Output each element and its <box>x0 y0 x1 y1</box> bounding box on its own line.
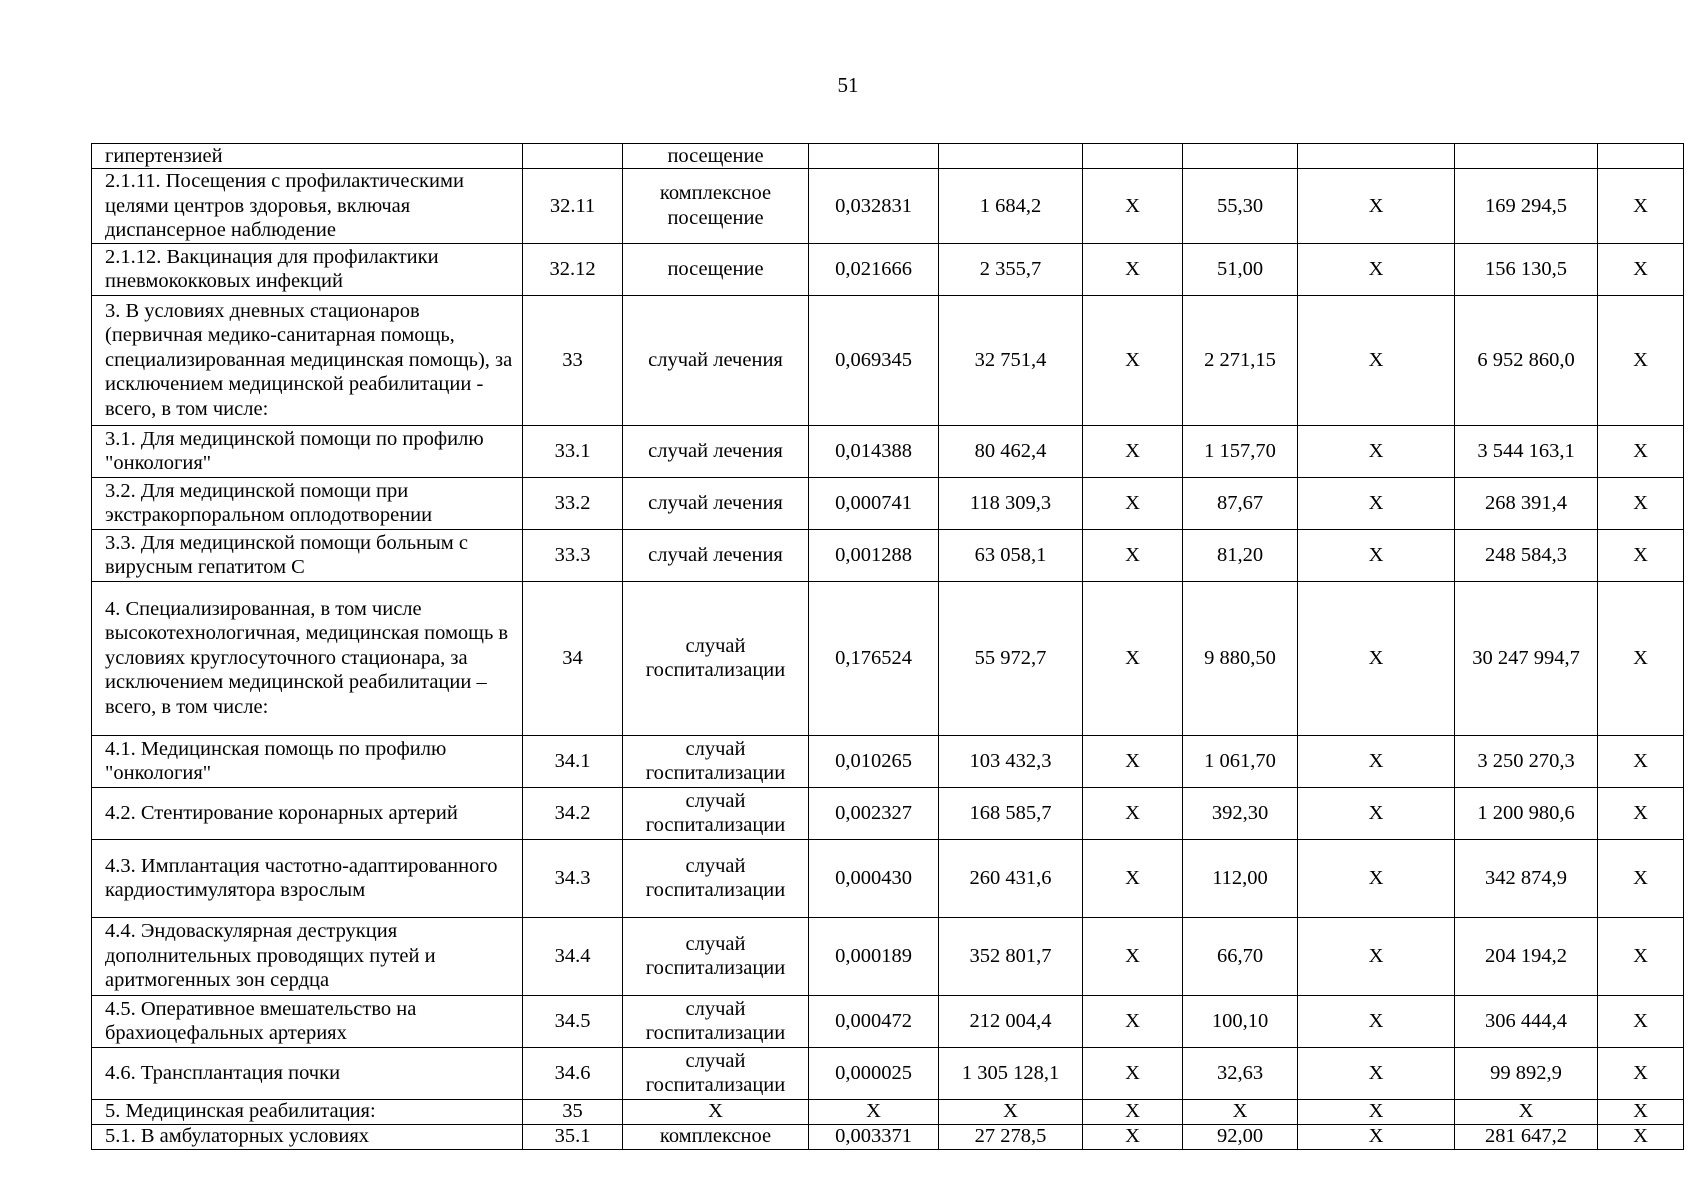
total-cost-cell: 3 544 163,1 <box>1455 425 1598 477</box>
table-row <box>92 839 1684 917</box>
x-cell-a: X <box>1083 1047 1183 1099</box>
code-cell: 33.3 <box>523 529 623 581</box>
table-row <box>92 477 1684 529</box>
description-cell: 4.2. Стентирование коронарных артерий <box>92 787 523 839</box>
code-cell: 34.4 <box>523 917 623 995</box>
x-cell-b: X <box>1298 477 1455 529</box>
x-cell-b <box>1298 144 1455 169</box>
unit-cell: случай лечения <box>623 477 809 529</box>
cost-norm-cell: 2 355,7 <box>939 243 1083 295</box>
total-cost-cell: 248 584,3 <box>1455 529 1598 581</box>
cost-norm-cell: 103 432,3 <box>939 735 1083 787</box>
x-cell-c: X <box>1598 243 1684 295</box>
code-cell: 34.5 <box>523 995 623 1047</box>
x-cell-c: X <box>1598 995 1684 1047</box>
cost-norm-cell: 168 585,7 <box>939 787 1083 839</box>
x-cell-c: X <box>1598 1099 1684 1124</box>
cost-norm-cell: 1 305 128,1 <box>939 1047 1083 1099</box>
table-row <box>92 917 1684 995</box>
x-cell-a: X <box>1083 581 1183 735</box>
x-cell-a: X <box>1083 995 1183 1047</box>
total-cost-cell: 342 874,9 <box>1455 839 1598 917</box>
page-number: 51 <box>837 73 859 97</box>
x-cell-b: X <box>1298 995 1455 1047</box>
per-capita-cell: 87,67 <box>1183 477 1298 529</box>
table-row <box>92 995 1684 1047</box>
description-cell: 4.4. Эндоваскулярная деструкция дополнительных проводящих путей и аритмогенных зон сердца <box>92 917 523 995</box>
x-cell-a: X <box>1083 735 1183 787</box>
total-cost-cell: 306 444,4 <box>1455 995 1598 1047</box>
x-cell-b: X <box>1298 917 1455 995</box>
cost-norm-cell: 27 278,5 <box>939 1124 1083 1149</box>
cost-norm-cell: 212 004,4 <box>939 995 1083 1047</box>
volume-norm-cell: 0,069345 <box>809 295 939 425</box>
code-cell: 32.11 <box>523 169 623 244</box>
x-cell-c: X <box>1598 1047 1684 1099</box>
x-cell-a: X <box>1083 1124 1183 1149</box>
description-cell: 4.5. Оперативное вмешательство на брахиоцефальных артериях <box>92 995 523 1047</box>
description-cell: 5. Медицинская реабилитация: <box>92 1099 523 1124</box>
cost-norm-cell: 55 972,7 <box>939 581 1083 735</box>
x-cell-a: X <box>1083 787 1183 839</box>
per-capita-cell: 392,30 <box>1183 787 1298 839</box>
tariff-table <box>91 143 1684 1150</box>
unit-cell: случай госпитализации <box>623 839 809 917</box>
volume-norm-cell: 0,000189 <box>809 917 939 995</box>
per-capita-cell: 1 061,70 <box>1183 735 1298 787</box>
unit-cell: посещение <box>623 144 809 169</box>
per-capita-cell: 66,70 <box>1183 917 1298 995</box>
code-cell: 33 <box>523 295 623 425</box>
x-cell-a: X <box>1083 169 1183 244</box>
x-cell-a: X <box>1083 295 1183 425</box>
cost-norm-cell: 32 751,4 <box>939 295 1083 425</box>
x-cell-a: X <box>1083 243 1183 295</box>
per-capita-cell: 32,63 <box>1183 1047 1298 1099</box>
unit-cell: случай госпитализации <box>623 581 809 735</box>
unit-cell: X <box>623 1099 809 1124</box>
volume-norm-cell: 0,032831 <box>809 169 939 244</box>
x-cell-b: X <box>1298 1047 1455 1099</box>
x-cell-a: X <box>1083 1099 1183 1124</box>
x-cell-c: X <box>1598 787 1684 839</box>
x-cell-c: X <box>1598 917 1684 995</box>
volume-norm-cell: 0,010265 <box>809 735 939 787</box>
cost-norm-cell: 352 801,7 <box>939 917 1083 995</box>
per-capita-cell: 1 157,70 <box>1183 425 1298 477</box>
per-capita-cell: X <box>1183 1099 1298 1124</box>
x-cell-c: X <box>1598 581 1684 735</box>
per-capita-cell: 81,20 <box>1183 529 1298 581</box>
code-cell: 34.1 <box>523 735 623 787</box>
volume-norm-cell: X <box>809 1099 939 1124</box>
volume-norm-cell: 0,000025 <box>809 1047 939 1099</box>
x-cell-b: X <box>1298 581 1455 735</box>
code-cell: 34.3 <box>523 839 623 917</box>
unit-cell: случай госпитализации <box>623 1047 809 1099</box>
unit-cell: случай госпитализации <box>623 917 809 995</box>
description-cell: 3.2. Для медицинской помощи при экстракорпоральном оплодотворении <box>92 477 523 529</box>
total-cost-cell: 204 194,2 <box>1455 917 1598 995</box>
total-cost-cell: 268 391,4 <box>1455 477 1598 529</box>
table-row <box>92 425 1684 477</box>
total-cost-cell: 6 952 860,0 <box>1455 295 1598 425</box>
cost-norm-cell: X <box>939 1099 1083 1124</box>
x-cell-a: X <box>1083 917 1183 995</box>
volume-norm-cell: 0,000430 <box>809 839 939 917</box>
x-cell-b: X <box>1298 735 1455 787</box>
description-cell: 4.3. Имплантация частотно-адаптированного кардиостимулятора взрослым <box>92 839 523 917</box>
cost-norm-cell: 63 058,1 <box>939 529 1083 581</box>
x-cell-c: X <box>1598 425 1684 477</box>
per-capita-cell: 51,00 <box>1183 243 1298 295</box>
x-cell-c: X <box>1598 1124 1684 1149</box>
volume-norm-cell <box>809 144 939 169</box>
volume-norm-cell: 0,176524 <box>809 581 939 735</box>
unit-cell: случай госпитализации <box>623 735 809 787</box>
volume-norm-cell: 0,000472 <box>809 995 939 1047</box>
per-capita-cell <box>1183 144 1298 169</box>
x-cell-c: X <box>1598 839 1684 917</box>
per-capita-cell: 2 271,15 <box>1183 295 1298 425</box>
description-cell: гипертензией <box>92 144 523 169</box>
x-cell-b: X <box>1298 169 1455 244</box>
code-cell: 34.6 <box>523 1047 623 1099</box>
x-cell-c: X <box>1598 295 1684 425</box>
cost-norm-cell: 80 462,4 <box>939 425 1083 477</box>
description-cell: 5.1. В амбулаторных условиях <box>92 1124 523 1149</box>
description-cell: 4.1. Медицинская помощь по профилю "онкология" <box>92 735 523 787</box>
unit-cell: случай госпитализации <box>623 995 809 1047</box>
table-row <box>92 1124 1684 1149</box>
total-cost-cell: X <box>1455 1099 1598 1124</box>
table-row <box>92 169 1684 244</box>
table-body <box>92 144 1684 1150</box>
total-cost-cell: 281 647,2 <box>1455 1124 1598 1149</box>
cost-norm-cell <box>939 144 1083 169</box>
per-capita-cell: 55,30 <box>1183 169 1298 244</box>
table-row <box>92 581 1684 735</box>
volume-norm-cell: 0,002327 <box>809 787 939 839</box>
table-row <box>92 735 1684 787</box>
unit-cell: посещение <box>623 243 809 295</box>
total-cost-cell <box>1455 144 1598 169</box>
x-cell-a: X <box>1083 839 1183 917</box>
table-row <box>92 787 1684 839</box>
x-cell-b: X <box>1298 243 1455 295</box>
total-cost-cell: 30 247 994,7 <box>1455 581 1598 735</box>
unit-cell: комплексное посещение <box>623 169 809 244</box>
volume-norm-cell: 0,000741 <box>809 477 939 529</box>
unit-cell: случай госпитализации <box>623 787 809 839</box>
description-cell: 3.1. Для медицинской помощи по профилю "онкология" <box>92 425 523 477</box>
table-row <box>92 243 1684 295</box>
code-cell: 34 <box>523 581 623 735</box>
code-cell: 35 <box>523 1099 623 1124</box>
code-cell: 33.2 <box>523 477 623 529</box>
table-row <box>92 1099 1684 1124</box>
description-cell: 3.3. Для медицинской помощи больным с вирусным гепатитом С <box>92 529 523 581</box>
x-cell-c: X <box>1598 529 1684 581</box>
x-cell-a: X <box>1083 425 1183 477</box>
volume-norm-cell: 0,014388 <box>809 425 939 477</box>
table-row <box>92 529 1684 581</box>
unit-cell: случай лечения <box>623 529 809 581</box>
x-cell-b: X <box>1298 295 1455 425</box>
cost-norm-cell: 1 684,2 <box>939 169 1083 244</box>
description-cell: 3. В условиях дневных стационаров (первичная медико-санитарная помощь, специализированная медицинская помощь), за исключением медицинской реабилитации - всего, в том числе: <box>92 295 523 425</box>
total-cost-cell: 99 892,9 <box>1455 1047 1598 1099</box>
per-capita-cell: 92,00 <box>1183 1124 1298 1149</box>
volume-norm-cell: 0,001288 <box>809 529 939 581</box>
x-cell-b: X <box>1298 1124 1455 1149</box>
code-cell: 35.1 <box>523 1124 623 1149</box>
volume-norm-cell: 0,021666 <box>809 243 939 295</box>
table-row <box>92 144 1684 169</box>
x-cell-b: X <box>1298 529 1455 581</box>
total-cost-cell: 169 294,5 <box>1455 169 1598 244</box>
cost-norm-cell: 118 309,3 <box>939 477 1083 529</box>
table-row <box>92 295 1684 425</box>
x-cell-c: X <box>1598 477 1684 529</box>
per-capita-cell: 112,00 <box>1183 839 1298 917</box>
total-cost-cell: 156 130,5 <box>1455 243 1598 295</box>
unit-cell: случай лечения <box>623 425 809 477</box>
x-cell-b: X <box>1298 425 1455 477</box>
total-cost-cell: 1 200 980,6 <box>1455 787 1598 839</box>
description-cell: 2.1.11. Посещения с профилактическими целями центров здоровья, включая диспансерное наблюдение <box>92 169 523 244</box>
x-cell-a: X <box>1083 477 1183 529</box>
x-cell-b: X <box>1298 1099 1455 1124</box>
code-cell: 33.1 <box>523 425 623 477</box>
table-row <box>92 1047 1684 1099</box>
per-capita-cell: 9 880,50 <box>1183 581 1298 735</box>
total-cost-cell: 3 250 270,3 <box>1455 735 1598 787</box>
cost-norm-cell: 260 431,6 <box>939 839 1083 917</box>
unit-cell: случай лечения <box>623 295 809 425</box>
code-cell: 32.12 <box>523 243 623 295</box>
per-capita-cell: 100,10 <box>1183 995 1298 1047</box>
description-cell: 4.6. Трансплантация почки <box>92 1047 523 1099</box>
volume-norm-cell: 0,003371 <box>809 1124 939 1149</box>
x-cell-c: X <box>1598 169 1684 244</box>
x-cell-c <box>1598 144 1684 169</box>
x-cell-a: X <box>1083 529 1183 581</box>
description-cell: 2.1.12. Вакцинация для профилактики пневмококковых инфекций <box>92 243 523 295</box>
description-cell: 4. Специализированная, в том числе высокотехнологичная, медицинская помощь в условиях круглосуточного стационара, за исключением медицинской реабилитации – всего, в том числе: <box>92 581 523 735</box>
unit-cell: комплексное <box>623 1124 809 1149</box>
code-cell <box>523 144 623 169</box>
x-cell-b: X <box>1298 787 1455 839</box>
x-cell-b: X <box>1298 839 1455 917</box>
x-cell-c: X <box>1598 735 1684 787</box>
x-cell-a <box>1083 144 1183 169</box>
code-cell: 34.2 <box>523 787 623 839</box>
